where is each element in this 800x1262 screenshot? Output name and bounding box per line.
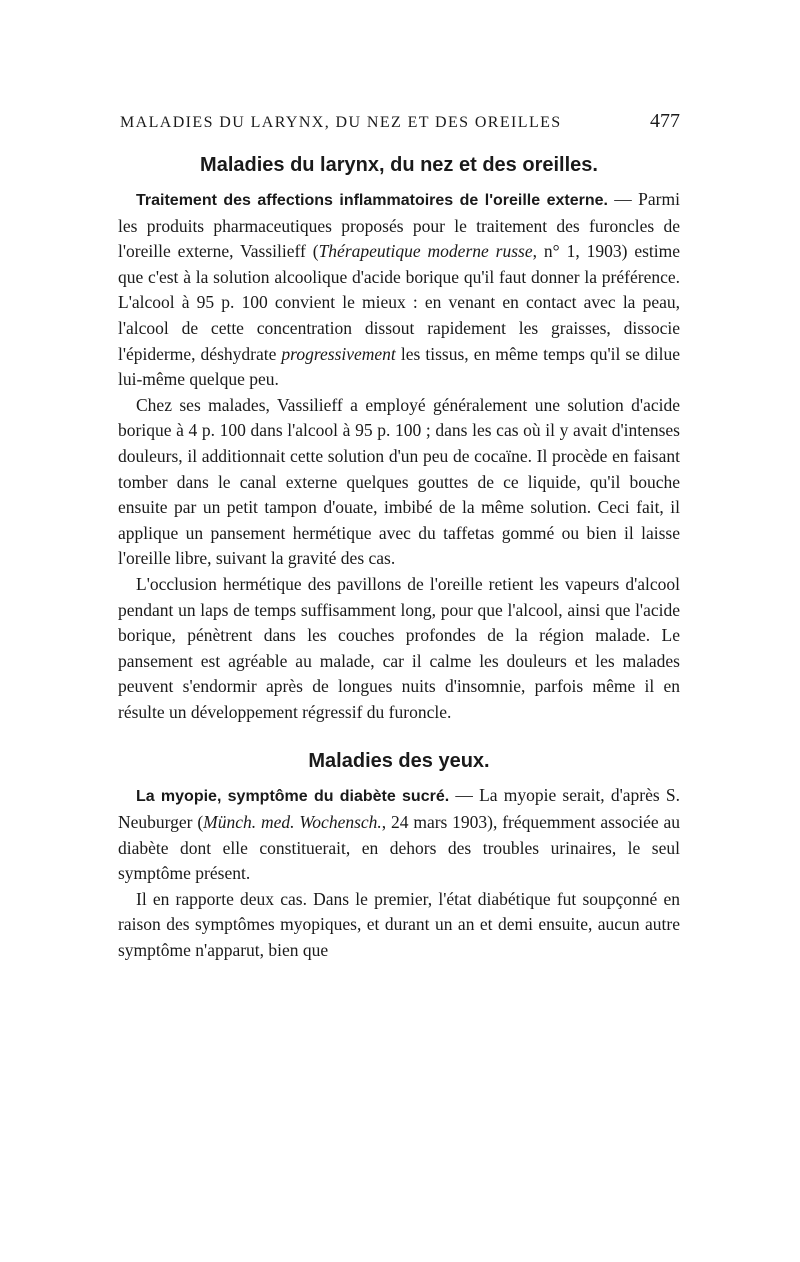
section-title-yeux: Maladies des yeux. (308, 750, 490, 773)
section-gap (118, 725, 680, 739)
paragraph-oreille-2: Chez ses malades, Vassilieff a employé généralement une solution d'acide borique à 4 p. 100 dans l'alcool à 95 p. 100 ; dans les cas où il y avait d'intenses douleurs, il additionnait cette solution d'un peu de cocaïne. Il procède en faisant tomber dans le canal externe quelques gouttes de ce liquide, qu'il bouche ensuite par un petit tampon d'ouate, imbibé de la même solution. Ceci fait, il applique un pansement hermétique avec du taffetas gommé ou bien il laisse l'oreille libre, suivant la gravité des cas. (118, 394, 680, 569)
emphasis-text: progressivement (281, 343, 396, 364)
journal-name: Thérapeutique moderne russe (318, 241, 533, 262)
paragraph-oreille-3: L'occlusion hermétique des pavillons de l'oreille retient les vapeurs d'alcool pendant un laps de temps suffisamment long, pour que l'alcool, ainsi que l'acide borique, pénètrent dans les couches profondes de la région malade. Le pansement est agréable au malade, car il calme les douleurs et les malades peuvent s'endormir après de longues nuits d'insomnie, parfois même il en résulte un développement régressif du furoncle. (118, 573, 680, 722)
paragraph-myopie-1 (118, 783, 680, 886)
paragraph-oreille-1 (118, 187, 680, 393)
paragraph-text: — La myopie serait, d'après S. Neuburger ( (118, 785, 681, 833)
paragraph-myopie-2: Il en rapporte deux cas. Dans le premier, l'état diabétique fut soupçonné en raison des symptômes myopiques, et durant un an et demi ensuite, aucun autre symptôme n'apparut, bien que (118, 888, 680, 961)
article-title-myopie: La myopie, symptôme du diabète sucré. (136, 788, 450, 806)
journal-name: Münch. med. Wochensch. (203, 812, 382, 833)
section-title-larynx: Maladies du larynx, du nez et des oreilles. (200, 154, 598, 176)
paragraph-text: — Parmi les produits pharmaceutiques proposés pour le traitement des furoncles de l'oreille externe, Vassilieff ( (118, 189, 680, 262)
article-title-oreille: Traitement des affections inflammatoires de l'oreille externe. (136, 192, 608, 209)
paragraph-text: les tissus, en même temps qu'il se dilue lui-même quelque peu. (118, 343, 681, 390)
paragraph-text: , 24 mars 1903), fréquemment associée au diabète dont elle constituerait, en dehors des troubles urinaires, le seul symptôme présent. (118, 812, 680, 884)
paragraph-text: , n° 1, 1903) estime que c'est à la solution alcoolique d'acide borique qu'il faut donner la préférence. L'alcool à 95 p. 100 convient le mieux : en venant en contact avec la peau, l'alcool de cette concentration dissout rapidement les graisses, dissocie l'épiderme, déshydrate (118, 241, 680, 364)
running-title: MALADIES DU LARYNX, DU NEZ ET DES OREILLES (120, 114, 562, 131)
running-header (120, 110, 680, 133)
body-text (118, 143, 680, 964)
page-number: 477 (650, 110, 680, 132)
